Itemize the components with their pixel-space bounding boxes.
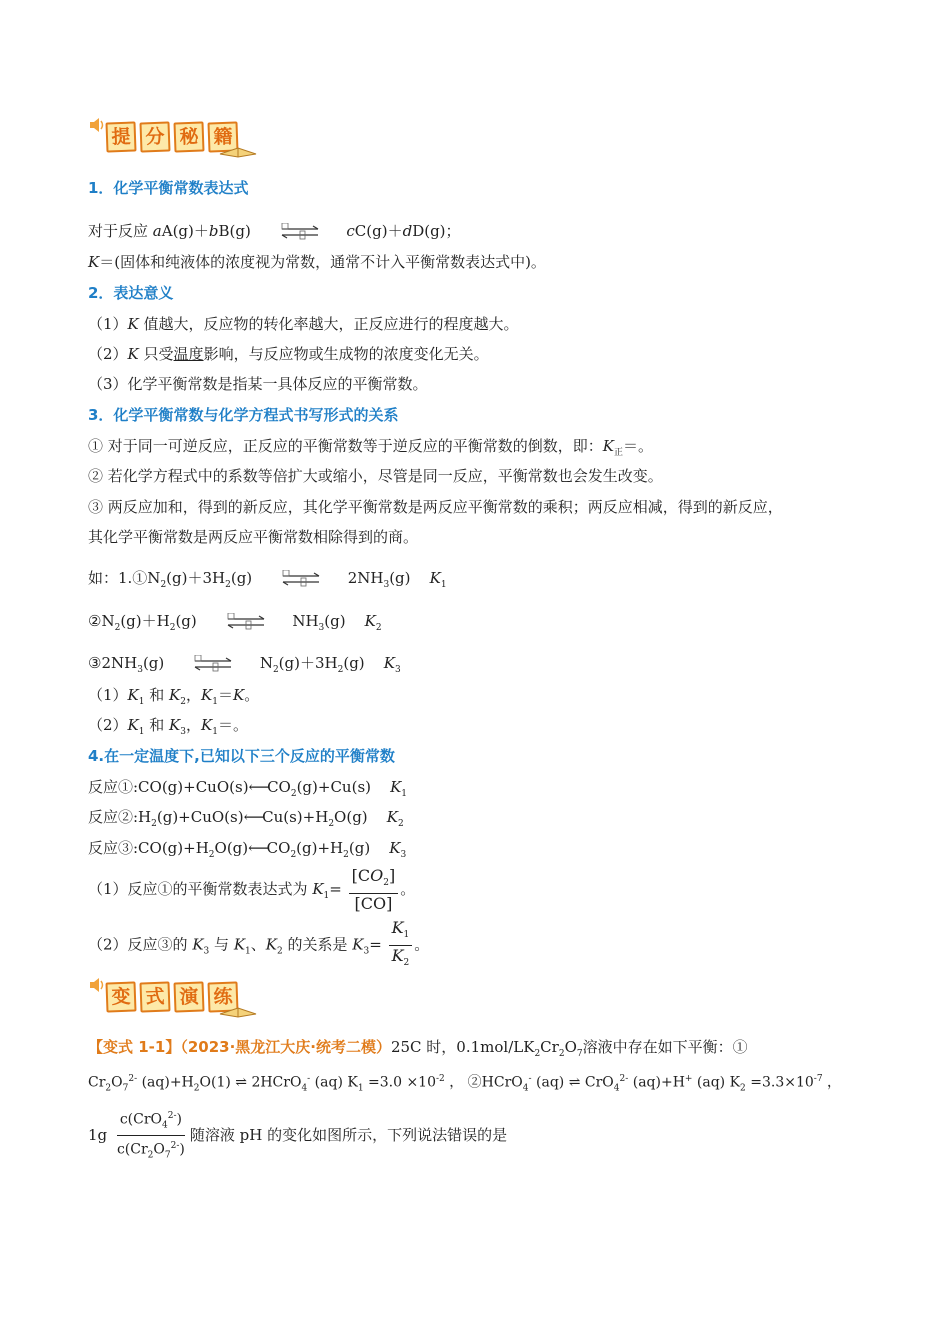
- banner-char: 练: [207, 981, 238, 1012]
- equilibrium-arrow-icon: [189, 655, 237, 673]
- speaker-icon: [88, 116, 106, 134]
- formula-line: （2）反应③的 $K_3$ 与 $K_1$、$K_2$ 的关系是 $K_3=$ $\frac{K_1}{K_2}$ 。: [88, 918, 429, 974]
- book-icon: [218, 1002, 258, 1018]
- banner-char: 籍: [207, 121, 238, 152]
- section-heading: 2．表达意义: [88, 284, 174, 302]
- reaction-line: 如：$1.①N_2(g)+3H_2(g)$ $2NH_3(g)$ $K_1$: [88, 569, 447, 590]
- banner-char: 提: [105, 121, 136, 152]
- banner-char: 演: [173, 981, 204, 1012]
- equilibrium-arrow-icon: [277, 570, 325, 588]
- fraction: $\frac{c(CrO_4^{2-})}{c(Cr_2O_7^{2-})}$: [114, 1106, 188, 1166]
- section-heading: 4.在一定温度下,已知以下三个反应的平衡常数: [88, 747, 395, 765]
- exercise-intro: 【变式 1-1】（2023·黑龙江大庆·统考二模）25C 时，$0.1mol/LK_2Cr_2O_7$溶液中存在如下平衡：①: [88, 1038, 748, 1059]
- speaker-icon: [88, 976, 106, 994]
- exercise-equations: $Cr_2O_7^{2-}$ $(aq)+H_2O(1)$ ⇌ 2HCrO$_4$- (aq) $K_1 =3.0 \times 10^{-2}$ ， ②HCrO$_4$- (aq) ⇌ CrO$_4^{2-}$ (aq)+H+ (aq) $K_2 =3.3\times 10^{-7}$ ，: [88, 1074, 842, 1094]
- reaction-line: $③2NH_3(g)$ $N_2(g)+3H_2(g)$ $K_3$: [88, 654, 401, 675]
- text-line: （2）K 只受温度影响，与反应物或生成物的浓度变化无关。: [88, 345, 489, 363]
- reaction-line: 反应$②:H_2(g)+CuO(s)⟵Cu(s)+H_2O(g)$ $K_2$: [88, 808, 404, 829]
- text-line: （1）K 值越大，反应物的转化率越大，正反应进行的程度越大。: [88, 315, 519, 333]
- fraction: $\frac{[CO_2]}{[CO]}$: [349, 866, 399, 914]
- section-heading: 1．化学平衡常数表达式: [88, 179, 249, 197]
- reaction-line: 反应$①:CO(g)+CuO(s)⟵CO_2(g)+Cu(s)$ $K_1$: [88, 778, 408, 799]
- banner-char: 变: [105, 981, 136, 1012]
- fraction: $\frac{K_1}{K_2}$: [389, 918, 413, 973]
- banner-char: 式: [139, 981, 170, 1012]
- reaction-general: 对于反应 aA(g)＋bB(g) cC(g)＋dD(g)；: [88, 222, 461, 240]
- reaction-line: $②N_2(g)+H_2(g)$ $NH_3(g)$ $K_2$: [88, 612, 382, 633]
- text-line: ① 对于同一可逆反应，正反应的平衡常数等于逆反应的平衡常数的倒数，即：$K_正=$。: [88, 437, 654, 458]
- text-line: （3）化学平衡常数是指某一具体反应的平衡常数。: [88, 375, 428, 393]
- banner-char: 分: [139, 121, 170, 152]
- text-line: ② 若化学方程式中的系数等倍扩大或缩小，尽管是同一反应，平衡常数也会发生改变。: [88, 467, 663, 485]
- exercise-question: 1g $\frac{c(CrO_4^{2-})}{c(Cr_2O_7^{2-})}$ 随溶液 pH 的变化如图所示，下列说法错误的是: [88, 1106, 507, 1166]
- book-icon: [218, 142, 258, 158]
- equilibrium-arrow-icon: [222, 613, 270, 631]
- equilibrium-arrow-icon: [276, 223, 324, 241]
- formula-line: （1）反应①的平衡常数表达式为 $K_1=$ $\frac{[CO_2]}{[CO]}$ 。: [88, 866, 416, 914]
- reaction-line: 反应$③:CO(g)+H_2O(g)⟵CO_2(g)+H_2(g)$ $K_3$: [88, 839, 407, 860]
- text-line: K＝(固体和纯液体的浓度视为常数，通常不计入平衡常数表达式中)。: [88, 253, 546, 271]
- text-line: 其化学平衡常数是两反应平衡常数相除得到的商。: [88, 528, 419, 546]
- text-line: $(1)K_1$ 和 $K_2$，$K_1=K$。: [88, 686, 260, 707]
- text-line: ③ 两反应加和，得到的新反应，其化学平衡常数是两反应平衡常数的乘积；两反应相减，得到的新反应，: [88, 498, 783, 516]
- banner-char: 秘: [173, 121, 204, 152]
- text-line: $(2)K_1$ 和 $K_3$，$K_1=$。: [88, 716, 248, 737]
- section-heading: 3．化学平衡常数与化学方程式书写形式的关系: [88, 406, 399, 424]
